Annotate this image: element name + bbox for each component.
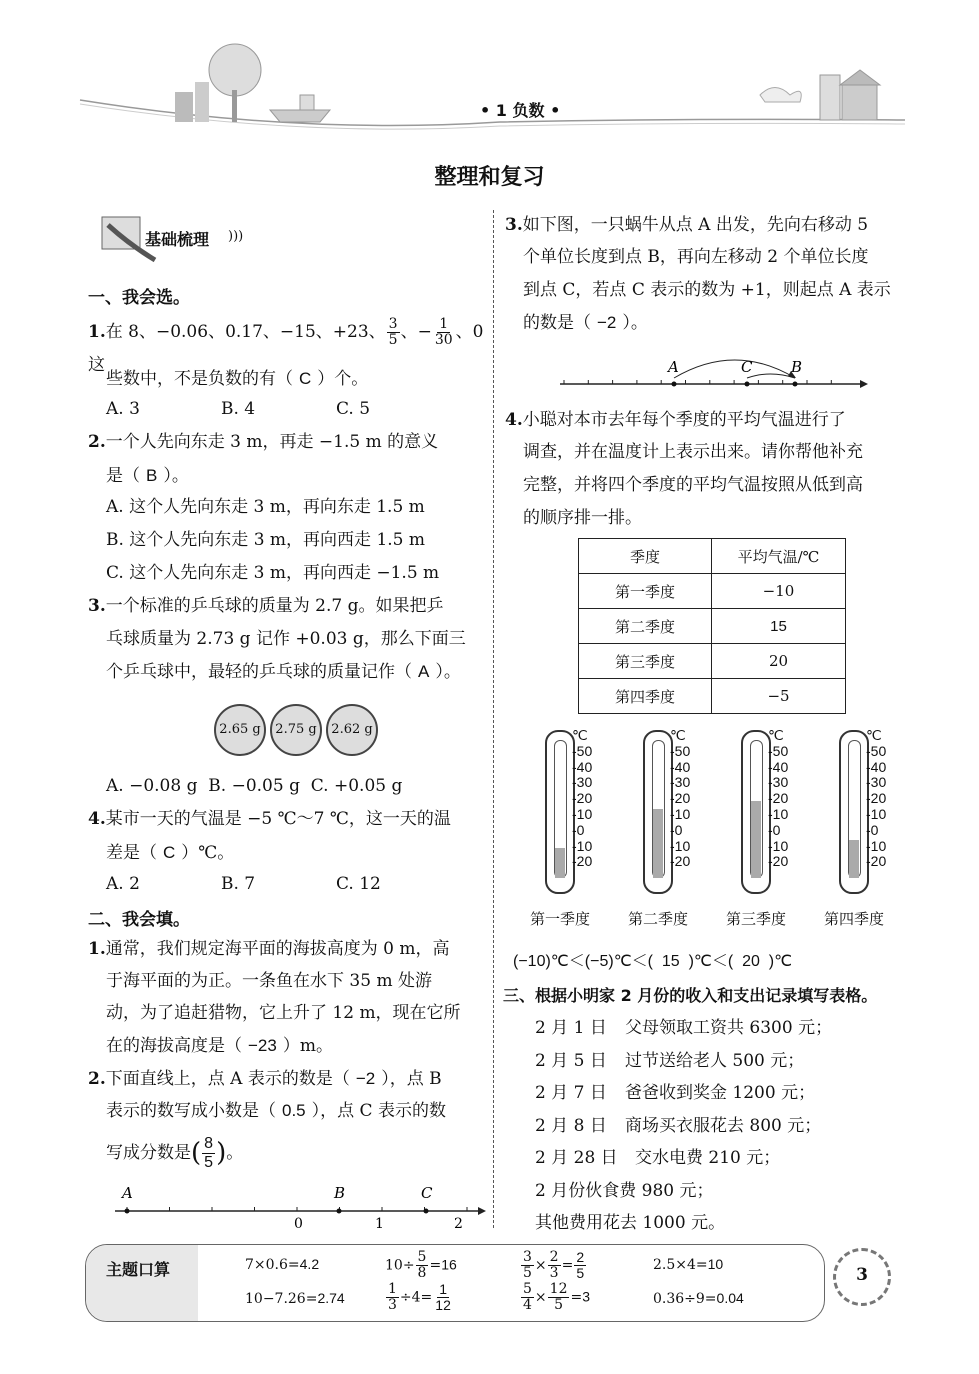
q-text: 个乒乓球中，最轻的乒乓球的质量记作（ [106, 662, 412, 682]
number-line-left [110, 1180, 490, 1230]
option: A. −0.08 g [106, 776, 198, 796]
calc-item: $\frac{1}{3}$ ÷4= $\frac{1}{12}$ [388, 1281, 451, 1313]
option: C. 5 [336, 399, 371, 419]
option: B. 这个人先向东走 3 m，再向西走 1.5 m [106, 530, 426, 550]
thermometer-scale: ℃ -50 -40 -30 -20 -10 -0 -10 -20 [670, 727, 691, 870]
q-text: 一个标准的乒乓球的质量为 2.7 g。如果把乒 [105, 596, 444, 616]
column-divider [493, 210, 495, 1228]
q-number: 3. [88, 596, 106, 616]
table-header: 季度 [579, 539, 712, 574]
record-row: 2 月份伙食费 980 元； [535, 1180, 714, 1201]
table-row: 第一季度 −10 [579, 574, 846, 609]
thermometer [839, 730, 869, 894]
ball: 2.75 g [270, 704, 322, 756]
fraction: $\frac{3}{5}$ [388, 316, 398, 348]
s1-q2 [88, 426, 438, 459]
q-text: ）m。 [282, 1036, 333, 1056]
answer: A [418, 662, 430, 681]
q-text: 如下图，一只蜗牛从点 A 出发，先向右移动 5 [522, 215, 869, 235]
q-text: 表示的数写成小数是（ [106, 1101, 276, 1121]
number-line-snail [555, 340, 875, 400]
calc-item: 7×0.6=4.2 [245, 1256, 320, 1273]
point-label: A [122, 1184, 133, 1202]
thermometer [643, 730, 673, 894]
thermometer-scale: ℃ -50 -40 -30 -20 -10 -0 -10 -20 [866, 727, 887, 870]
s1-q3 [88, 590, 443, 623]
answer: 0.5 [282, 1101, 306, 1120]
calc-item: 2.5×4=10 [653, 1256, 724, 1273]
record-row: 2 月 5 日 过节送给老人 500 元； [535, 1050, 805, 1071]
footer-label: 主题口算 [106, 1260, 171, 1279]
table-row: 第二季度 15 [579, 609, 846, 644]
mercury-fill [849, 840, 859, 878]
calc-item: 0.36÷9=0.04 [653, 1290, 744, 1307]
q-number: 4. [505, 410, 523, 430]
thermometer [545, 730, 575, 894]
q-number: 2. [88, 432, 106, 452]
ball: 2.62 g [326, 704, 378, 756]
q-text: 动，为了追赶猎物，它上升了 12 m，现在它所 [106, 1003, 461, 1023]
record-row: 2 月 28 日 交水电费 210 元； [535, 1148, 781, 1168]
q-text: 到点 C，若点 C 表示的数为 +1，则起点 A 表示 [523, 280, 891, 300]
mercury-fill [555, 848, 565, 878]
s1-q1-options [106, 393, 451, 426]
q-text: ）℃。 [181, 843, 235, 863]
mercury-fill [653, 809, 663, 879]
table-header: 平均气温/℃ [712, 539, 846, 574]
q-text: 于海平面的为正。一条鱼在水下 35 m 处游 [106, 971, 432, 991]
option: A. 这个人先向东走 3 m，再向东走 1.5 m [106, 497, 425, 517]
q-text: 下面直线上，点 A 表示的数是（ [105, 1069, 350, 1089]
record-row: 其他费用花去 1000 元。 [535, 1213, 726, 1233]
q-text: 小聪对本市去年每个季度的平均气温进行了 [522, 410, 846, 430]
s2-q1-line4 [106, 1029, 333, 1063]
q-text: ），点 C 表示的数 [311, 1101, 446, 1121]
tick-label: 0 [294, 1216, 303, 1230]
q-text: ），点 B [381, 1069, 442, 1089]
calc-row-2 [245, 1282, 825, 1316]
basics-badge [100, 215, 270, 265]
mercury-fill [751, 801, 761, 878]
calc-item: 10−7.26=2.74 [245, 1290, 345, 1307]
basics-badge-label: 基础梳理 [145, 230, 210, 249]
fraction: $\frac{1}{30}$ [434, 316, 453, 348]
section2-title: 二、我会填。 [88, 910, 190, 930]
thermometer-label: 第二季度 [628, 910, 689, 928]
option: A. 2 [106, 874, 140, 894]
option: A. 3 [106, 399, 140, 419]
answer: C [163, 843, 176, 862]
answer: C [299, 369, 312, 388]
point-label: C [741, 358, 753, 376]
s2-q2 [88, 1062, 442, 1096]
s1-q4-options [106, 868, 451, 901]
answer: B [146, 466, 158, 485]
s1-q3-options [106, 770, 402, 803]
thermometer-label: 第三季度 [726, 910, 787, 928]
s2-q2-line3: 写成分数是( $\frac{8}{5}$ )。 [106, 1135, 244, 1171]
point-label: C [421, 1184, 433, 1202]
q-number: 2. [88, 1069, 106, 1089]
page-number-badge [833, 1248, 891, 1306]
q-number: 1. [88, 939, 106, 959]
q-number: 1. [88, 322, 106, 342]
r-q4 [505, 404, 846, 437]
point-label: A [668, 358, 679, 376]
q-text: 通常，我们规定海平面的海拔高度为 0 m，高 [105, 939, 450, 959]
option: C. 12 [336, 874, 381, 894]
footer-label-panel [86, 1245, 198, 1321]
thermometer-label: 第四季度 [824, 910, 885, 928]
s1-q3-line3 [106, 655, 461, 689]
thermometer-label: 第一季度 [530, 910, 591, 928]
q-text: 写成分数是 [106, 1143, 191, 1163]
option: B. 7 [221, 874, 256, 894]
q-text: 在 8、−0.06、0.17、−15、+23、 [105, 322, 386, 342]
q-text: 乓球质量为 2.73 g 记作 +0.03 g，那么下面三 [106, 629, 466, 649]
option: B. 4 [221, 399, 256, 419]
badge-arrows: ))) [228, 229, 244, 244]
calc-item: 10÷ $\frac{5}{8}$ =16 [385, 1249, 457, 1281]
q-text: 的顺序排一排。 [523, 508, 642, 528]
calc-row-1 [245, 1250, 825, 1280]
q-text: 、− [400, 322, 432, 342]
q-text: ）。 [435, 662, 461, 682]
chapter-label: • 1 负数 • [480, 101, 561, 120]
option: C. +0.05 g [310, 776, 403, 796]
table-row: 第四季度 −5 [579, 679, 846, 714]
s2-q1 [88, 933, 450, 966]
answer: −2 [355, 1069, 376, 1088]
q-text: 些数中，不是负数的有（ [106, 369, 293, 389]
q-text: 某市一天的气温是 −5 ℃～7 ℃，这一天的温 [105, 809, 451, 829]
q-text: 完整，并将四个季度的平均气温按照从低到高 [523, 475, 863, 495]
thermometer-scale: ℃ -50 -40 -30 -20 -10 -0 -10 -20 [572, 727, 593, 870]
section1-title: 一、我会选。 [88, 288, 190, 308]
thermometer-scale: ℃ -50 -40 -30 -20 -10 -0 -10 -20 [768, 727, 789, 870]
thermometer [741, 730, 771, 894]
q-number: 3. [505, 215, 523, 235]
point-label: B [334, 1184, 346, 1202]
r-q3 [505, 209, 868, 242]
q-text: 是（ [106, 466, 140, 486]
point-label: B [791, 358, 803, 376]
q-text: 个单位长度到点 B，再向左移动 2 个单位长度 [523, 247, 869, 267]
s1-q2-line2 [106, 459, 189, 493]
option: C. 这个人先向东走 3 m，再向西走 −1.5 m [106, 563, 440, 583]
ball: 2.65 g [214, 704, 266, 756]
tick-label: 2 [454, 1216, 463, 1230]
s2-q2-line2 [106, 1094, 446, 1128]
calc-item: $\frac{3}{5}$ × $\frac{2}{3}$ = $\frac{2}{5}$ [523, 1249, 585, 1281]
q-text: 。 [226, 1143, 244, 1163]
page-title: 整理和复习 [434, 165, 545, 190]
record-row: 2 月 7 日 爸爸收到奖金 1200 元； [535, 1083, 816, 1103]
section3-title: 三、根据小明家 2 月份的收入和支出记录填写表格。 [503, 986, 878, 1005]
s1-q4-line2 [106, 836, 234, 870]
q-text: 一个人先向东走 3 m，再走 −1.5 m 的意义 [105, 432, 439, 452]
q-text: 在的海拔高度是（ [106, 1036, 242, 1056]
option: B. −0.05 g [208, 776, 300, 796]
calc-item: $\frac{5}{4}$ × $\frac{12}{5}$ =3 [523, 1281, 591, 1313]
record-row: 2 月 8 日 商场买衣服花去 800 元； [535, 1115, 822, 1136]
page-number: 3 [856, 1265, 868, 1285]
r-q3-line4 [523, 306, 648, 340]
q-text: ）。 [622, 313, 648, 333]
answer: −23 [248, 1036, 277, 1055]
answer-fraction: $\frac{8}{5}$ [204, 1135, 214, 1171]
answer: −2 [597, 313, 617, 332]
q-number: 4. [88, 809, 106, 829]
table-row: 第三季度 20 [579, 644, 846, 679]
tick-label: 1 [375, 1216, 384, 1230]
temperature-table [578, 538, 846, 714]
q-text: 差是（ [106, 843, 157, 863]
q-text: 、0 这 [88, 322, 484, 375]
s1-q4 [88, 803, 451, 836]
q-text: ）个。 [317, 369, 369, 389]
temperature-order: (−10)℃＜(−5)℃＜( 15 )℃＜( 20 )℃ [513, 953, 793, 970]
q-text: ）。 [163, 466, 189, 486]
q-text: 的数是（ [523, 313, 591, 333]
record-row: 2 月 1 日 父母领取工资共 6300 元； [535, 1018, 833, 1038]
q-text: 调查，并在温度计上表示出来。请你帮他补充 [523, 442, 863, 462]
s1-q1-line2 [106, 362, 368, 396]
